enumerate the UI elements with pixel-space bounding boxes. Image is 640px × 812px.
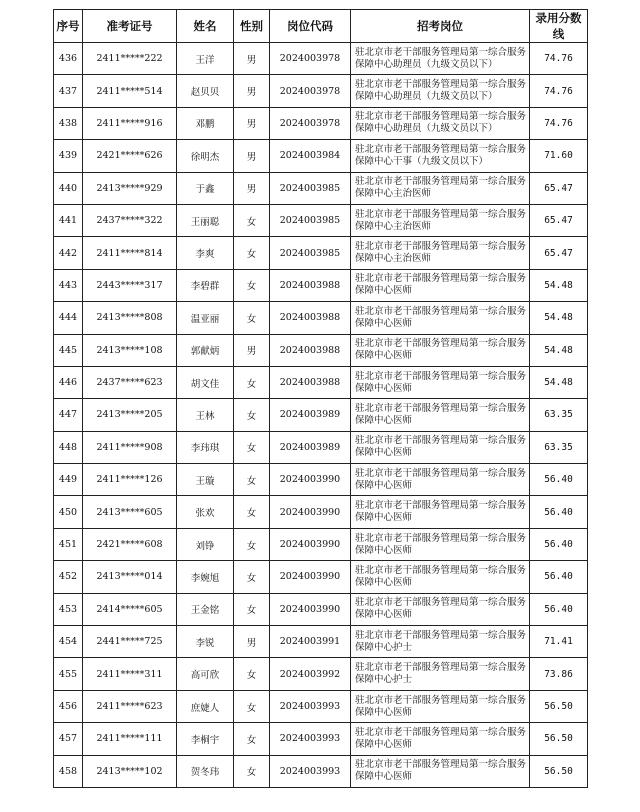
cell-post-title: 驻北京市老干部服务管理局第一综合服务保障中心助理员（九级文员以下） bbox=[351, 75, 530, 107]
cell-ticket-number: 2411*****908 bbox=[83, 431, 177, 463]
header-score: 录用分数线 bbox=[530, 10, 588, 43]
cell-score: 71.60 bbox=[530, 140, 588, 172]
cell-ticket-number: 2413*****108 bbox=[83, 334, 177, 366]
cell-seq: 440 bbox=[54, 172, 83, 204]
cell-ticket-number: 2411*****814 bbox=[83, 237, 177, 269]
table-row bbox=[54, 75, 588, 107]
cell-ticket-number: 2413*****014 bbox=[83, 561, 177, 593]
cell-gender: 女 bbox=[234, 496, 270, 528]
table-row bbox=[54, 528, 588, 560]
table-row bbox=[54, 593, 588, 625]
cell-name: 郭献炳 bbox=[177, 334, 234, 366]
cell-ticket-number: 2437*****322 bbox=[83, 204, 177, 236]
cell-ticket-number: 2421*****608 bbox=[83, 528, 177, 560]
cell-gender: 女 bbox=[234, 755, 270, 787]
header-name: 姓名 bbox=[177, 10, 234, 43]
cell-gender: 男 bbox=[234, 172, 270, 204]
cell-post-title: 驻北京市老干部服务管理局第一综合服务保障中心医师 bbox=[351, 269, 530, 301]
cell-ticket-number: 2443*****317 bbox=[83, 269, 177, 301]
cell-post-title: 驻北京市老干部服务管理局第一综合服务保障中心医师 bbox=[351, 755, 530, 787]
cell-name: 李爽 bbox=[177, 237, 234, 269]
cell-post-code: 2024003978 bbox=[270, 43, 351, 75]
cell-gender: 女 bbox=[234, 658, 270, 690]
cell-name: 李婉旭 bbox=[177, 561, 234, 593]
cell-seq: 449 bbox=[54, 464, 83, 496]
cell-gender: 男 bbox=[234, 75, 270, 107]
cell-score: 56.40 bbox=[530, 528, 588, 560]
table-row bbox=[54, 107, 588, 139]
cell-post-code: 2024003993 bbox=[270, 723, 351, 755]
table-row bbox=[54, 626, 588, 658]
cell-post-code: 2024003990 bbox=[270, 593, 351, 625]
cell-seq: 436 bbox=[54, 43, 83, 75]
cell-seq: 447 bbox=[54, 399, 83, 431]
cell-post-title: 驻北京市老干部服务管理局第一综合服务保障中心主治医师 bbox=[351, 172, 530, 204]
cell-score: 54.48 bbox=[530, 302, 588, 334]
cell-gender: 女 bbox=[234, 723, 270, 755]
cell-seq: 452 bbox=[54, 561, 83, 593]
cell-score: 65.47 bbox=[530, 237, 588, 269]
cell-post-code: 2024003988 bbox=[270, 334, 351, 366]
cell-ticket-number: 2414*****605 bbox=[83, 593, 177, 625]
cell-seq: 445 bbox=[54, 334, 83, 366]
cell-gender: 女 bbox=[234, 528, 270, 560]
cell-gender: 女 bbox=[234, 690, 270, 722]
cell-post-title: 驻北京市老干部服务管理局第一综合服务保障中心医师 bbox=[351, 690, 530, 722]
cell-post-title: 驻北京市老干部服务管理局第一综合服务保障中心医师 bbox=[351, 561, 530, 593]
cell-seq: 439 bbox=[54, 140, 83, 172]
cell-seq: 458 bbox=[54, 755, 83, 787]
cell-score: 74.76 bbox=[530, 43, 588, 75]
cell-score: 63.35 bbox=[530, 399, 588, 431]
cell-post-code: 2024003992 bbox=[270, 658, 351, 690]
cell-post-code: 2024003991 bbox=[270, 626, 351, 658]
header-ticket: 准考证号 bbox=[83, 10, 177, 43]
cell-score: 71.41 bbox=[530, 626, 588, 658]
cell-ticket-number: 2441*****725 bbox=[83, 626, 177, 658]
cell-seq: 442 bbox=[54, 237, 83, 269]
cell-ticket-number: 2411*****916 bbox=[83, 107, 177, 139]
cell-post-title: 驻北京市老干部服务管理局第一综合服务保障中心医师 bbox=[351, 593, 530, 625]
header-code: 岗位代码 bbox=[270, 10, 351, 43]
cell-ticket-number: 2413*****929 bbox=[83, 172, 177, 204]
cell-post-code: 2024003978 bbox=[270, 75, 351, 107]
cell-post-title: 驻北京市老干部服务管理局第一综合服务保障中心助理员（九级文员以下） bbox=[351, 43, 530, 75]
table-row bbox=[54, 496, 588, 528]
cell-gender: 女 bbox=[234, 366, 270, 398]
cell-seq: 451 bbox=[54, 528, 83, 560]
cell-post-title: 驻北京市老干部服务管理局第一综合服务保障中心护士 bbox=[351, 626, 530, 658]
cell-score: 56.40 bbox=[530, 561, 588, 593]
cell-score: 56.40 bbox=[530, 464, 588, 496]
cell-post-code: 2024003985 bbox=[270, 204, 351, 236]
cell-seq: 446 bbox=[54, 366, 83, 398]
cell-post-code: 2024003990 bbox=[270, 561, 351, 593]
cell-score: 54.48 bbox=[530, 269, 588, 301]
cell-score: 56.40 bbox=[530, 496, 588, 528]
cell-ticket-number: 2413*****205 bbox=[83, 399, 177, 431]
cell-post-title: 驻北京市老干部服务管理局第一综合服务保障中心医师 bbox=[351, 302, 530, 334]
cell-gender: 女 bbox=[234, 204, 270, 236]
cell-post-title: 驻北京市老干部服务管理局第一综合服务保障中心护士 bbox=[351, 658, 530, 690]
table-row bbox=[54, 140, 588, 172]
cell-seq: 444 bbox=[54, 302, 83, 334]
table-row bbox=[54, 399, 588, 431]
cell-name: 王洋 bbox=[177, 43, 234, 75]
cell-ticket-number: 2411*****222 bbox=[83, 43, 177, 75]
cell-seq: 453 bbox=[54, 593, 83, 625]
table-row bbox=[54, 43, 588, 75]
cell-score: 56.40 bbox=[530, 593, 588, 625]
results-sheet bbox=[53, 9, 588, 788]
cell-seq: 437 bbox=[54, 75, 83, 107]
cell-score: 73.86 bbox=[530, 658, 588, 690]
cell-post-title: 驻北京市老干部服务管理局第一综合服务保障中心医师 bbox=[351, 399, 530, 431]
cell-post-code: 2024003978 bbox=[270, 107, 351, 139]
table-row bbox=[54, 755, 588, 787]
cell-score: 56.50 bbox=[530, 690, 588, 722]
header-post: 招考岗位 bbox=[351, 10, 530, 43]
cell-seq: 448 bbox=[54, 431, 83, 463]
cell-ticket-number: 2437*****623 bbox=[83, 366, 177, 398]
table-row bbox=[54, 561, 588, 593]
cell-seq: 450 bbox=[54, 496, 83, 528]
cell-name: 邓鹏 bbox=[177, 107, 234, 139]
cell-name: 李锐 bbox=[177, 626, 234, 658]
table-row bbox=[54, 334, 588, 366]
cell-post-code: 2024003993 bbox=[270, 690, 351, 722]
cell-gender: 男 bbox=[234, 140, 270, 172]
cell-name: 李桐宇 bbox=[177, 723, 234, 755]
table-row bbox=[54, 658, 588, 690]
cell-post-code: 2024003988 bbox=[270, 302, 351, 334]
cell-seq: 438 bbox=[54, 107, 83, 139]
table-row bbox=[54, 204, 588, 236]
cell-post-title: 驻北京市老干部服务管理局第一综合服务保障中心医师 bbox=[351, 431, 530, 463]
cell-name: 李玮琪 bbox=[177, 431, 234, 463]
cell-post-title: 驻北京市老干部服务管理局第一综合服务保障中心干事（九级文员以下） bbox=[351, 140, 530, 172]
cell-name: 王金铭 bbox=[177, 593, 234, 625]
cell-score: 74.76 bbox=[530, 107, 588, 139]
cell-gender: 女 bbox=[234, 269, 270, 301]
cell-post-code: 2024003988 bbox=[270, 269, 351, 301]
cell-name: 胡文佳 bbox=[177, 366, 234, 398]
cell-name: 于鑫 bbox=[177, 172, 234, 204]
cell-post-code: 2024003989 bbox=[270, 399, 351, 431]
cell-name: 庶婕人 bbox=[177, 690, 234, 722]
cell-seq: 456 bbox=[54, 690, 83, 722]
cell-post-code: 2024003990 bbox=[270, 464, 351, 496]
cell-post-title: 驻北京市老干部服务管理局第一综合服务保障中心医师 bbox=[351, 366, 530, 398]
cell-post-title: 驻北京市老干部服务管理局第一综合服务保障中心医师 bbox=[351, 528, 530, 560]
cell-name: 王林 bbox=[177, 399, 234, 431]
cell-post-code: 2024003990 bbox=[270, 528, 351, 560]
cell-gender: 男 bbox=[234, 43, 270, 75]
cell-name: 徐明杰 bbox=[177, 140, 234, 172]
header-gender: 性别 bbox=[234, 10, 270, 43]
cell-seq: 454 bbox=[54, 626, 83, 658]
cell-score: 54.48 bbox=[530, 334, 588, 366]
cell-name: 张欢 bbox=[177, 496, 234, 528]
cell-post-title: 驻北京市老干部服务管理局第一综合服务保障中心医师 bbox=[351, 723, 530, 755]
cell-score: 54.48 bbox=[530, 366, 588, 398]
cell-post-code: 2024003993 bbox=[270, 755, 351, 787]
header-seq: 序号 bbox=[54, 10, 83, 43]
cell-ticket-number: 2411*****514 bbox=[83, 75, 177, 107]
table-body bbox=[54, 43, 588, 788]
cell-name: 李碧群 bbox=[177, 269, 234, 301]
table-row bbox=[54, 431, 588, 463]
table-header-row bbox=[54, 10, 588, 43]
cell-ticket-number: 2411*****111 bbox=[83, 723, 177, 755]
cell-post-code: 2024003984 bbox=[270, 140, 351, 172]
cell-ticket-number: 2411*****126 bbox=[83, 464, 177, 496]
cell-seq: 441 bbox=[54, 204, 83, 236]
cell-post-title: 驻北京市老干部服务管理局第一综合服务保障中心助理员（九级文员以下） bbox=[351, 107, 530, 139]
cell-score: 65.47 bbox=[530, 204, 588, 236]
cell-post-title: 驻北京市老干部服务管理局第一综合服务保障中心医师 bbox=[351, 496, 530, 528]
cell-post-title: 驻北京市老干部服务管理局第一综合服务保障中心医师 bbox=[351, 334, 530, 366]
cell-gender: 女 bbox=[234, 431, 270, 463]
cell-name: 贺冬玮 bbox=[177, 755, 234, 787]
cell-ticket-number: 2413*****102 bbox=[83, 755, 177, 787]
cell-ticket-number: 2413*****605 bbox=[83, 496, 177, 528]
cell-post-title: 驻北京市老干部服务管理局第一综合服务保障中心医师 bbox=[351, 464, 530, 496]
cell-name: 高可欣 bbox=[177, 658, 234, 690]
cell-gender: 男 bbox=[234, 626, 270, 658]
admission-score-table bbox=[53, 9, 588, 788]
cell-name: 刘铮 bbox=[177, 528, 234, 560]
cell-name: 王丽聪 bbox=[177, 204, 234, 236]
cell-gender: 男 bbox=[234, 107, 270, 139]
cell-score: 74.76 bbox=[530, 75, 588, 107]
cell-ticket-number: 2413*****808 bbox=[83, 302, 177, 334]
cell-post-title: 驻北京市老干部服务管理局第一综合服务保障中心主治医师 bbox=[351, 204, 530, 236]
cell-name: 赵贝贝 bbox=[177, 75, 234, 107]
table-row bbox=[54, 464, 588, 496]
cell-gender: 男 bbox=[234, 334, 270, 366]
table-row bbox=[54, 237, 588, 269]
cell-gender: 女 bbox=[234, 561, 270, 593]
cell-name: 温亚丽 bbox=[177, 302, 234, 334]
cell-gender: 女 bbox=[234, 593, 270, 625]
table-row bbox=[54, 302, 588, 334]
cell-post-code: 2024003985 bbox=[270, 237, 351, 269]
cell-gender: 女 bbox=[234, 464, 270, 496]
cell-name: 王璇 bbox=[177, 464, 234, 496]
table-row bbox=[54, 269, 588, 301]
cell-post-code: 2024003985 bbox=[270, 172, 351, 204]
cell-ticket-number: 2421*****626 bbox=[83, 140, 177, 172]
cell-gender: 女 bbox=[234, 302, 270, 334]
cell-score: 65.47 bbox=[530, 172, 588, 204]
cell-score: 56.50 bbox=[530, 755, 588, 787]
cell-ticket-number: 2411*****623 bbox=[83, 690, 177, 722]
cell-post-code: 2024003990 bbox=[270, 496, 351, 528]
cell-gender: 女 bbox=[234, 399, 270, 431]
cell-score: 56.50 bbox=[530, 723, 588, 755]
cell-post-code: 2024003988 bbox=[270, 366, 351, 398]
table-row bbox=[54, 690, 588, 722]
table-row bbox=[54, 172, 588, 204]
cell-post-code: 2024003989 bbox=[270, 431, 351, 463]
cell-seq: 455 bbox=[54, 658, 83, 690]
table-row bbox=[54, 366, 588, 398]
table-row bbox=[54, 723, 588, 755]
cell-score: 63.35 bbox=[530, 431, 588, 463]
cell-gender: 女 bbox=[234, 237, 270, 269]
cell-post-title: 驻北京市老干部服务管理局第一综合服务保障中心主治医师 bbox=[351, 237, 530, 269]
cell-ticket-number: 2411*****311 bbox=[83, 658, 177, 690]
cell-seq: 443 bbox=[54, 269, 83, 301]
cell-seq: 457 bbox=[54, 723, 83, 755]
